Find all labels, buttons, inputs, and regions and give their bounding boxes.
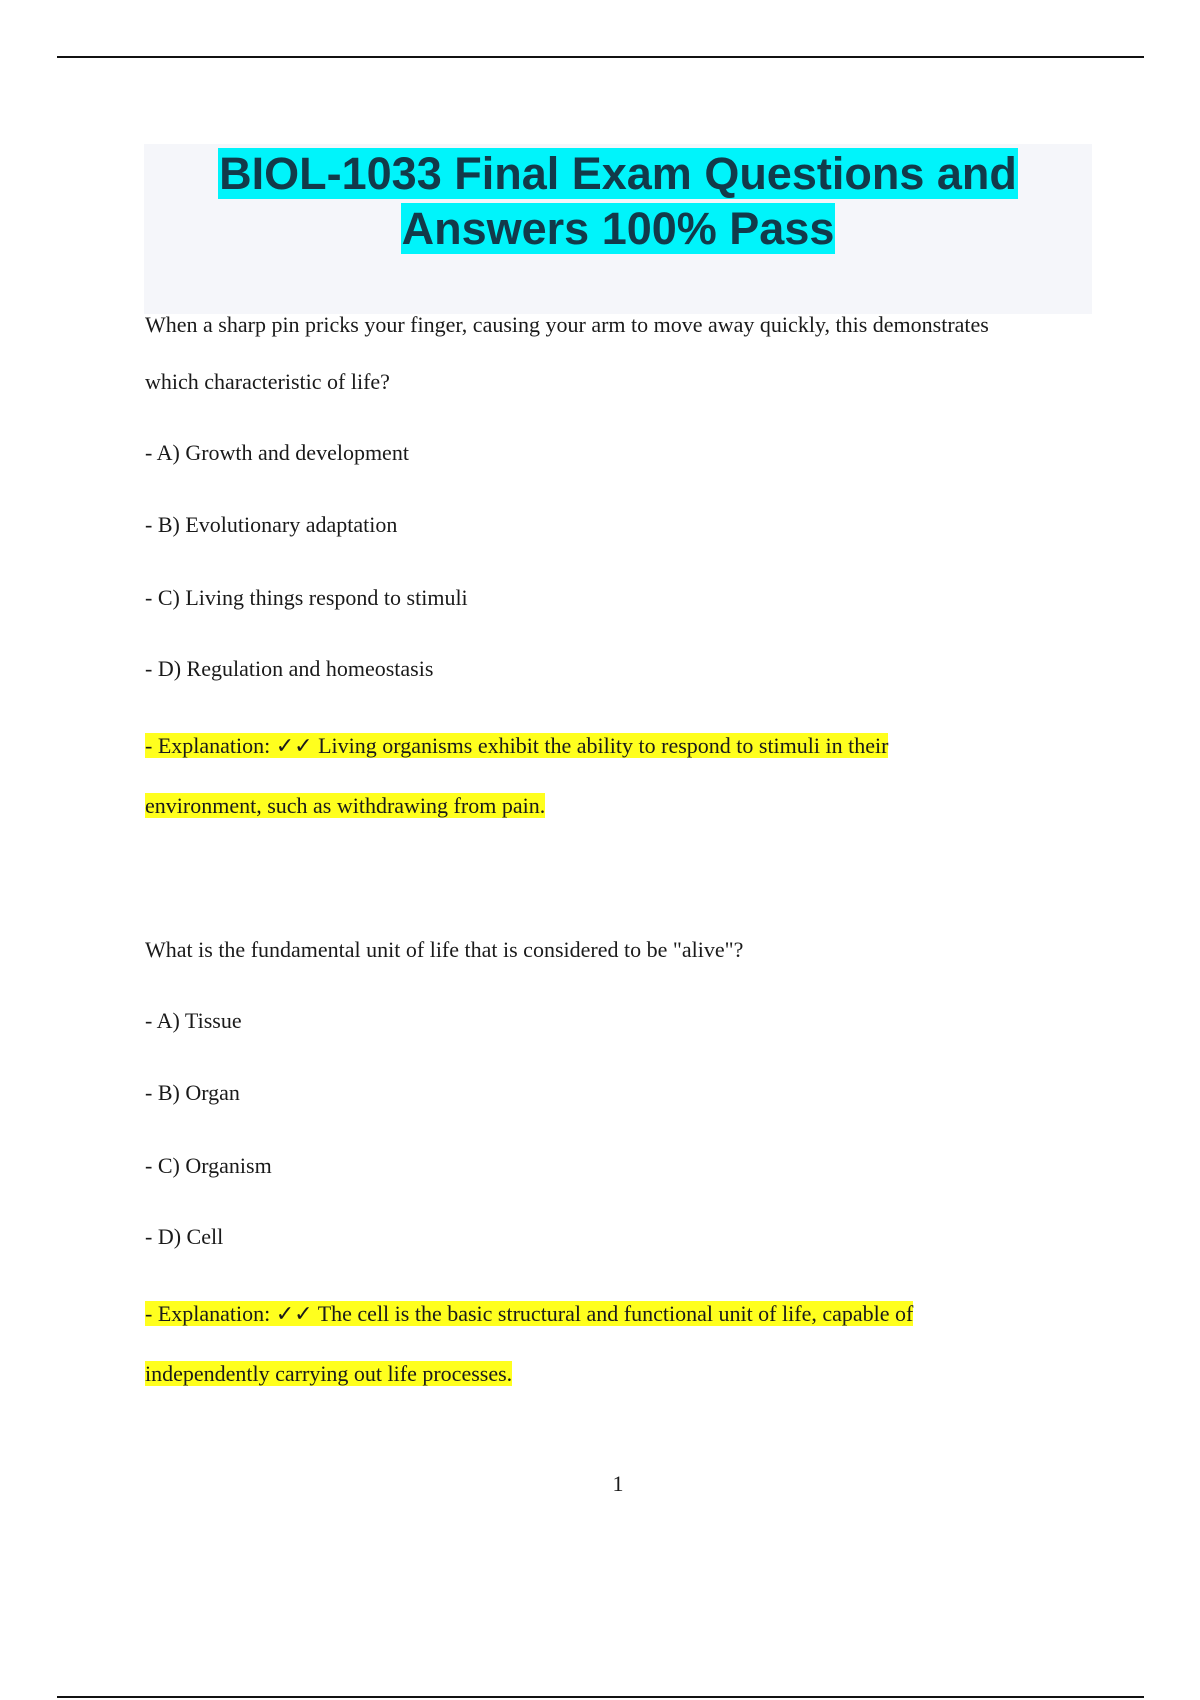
question-1-explanation-highlight-2: environment, such as withdrawing from pain. bbox=[145, 793, 546, 818]
document-title-text: BIOL-1033 Final Exam Questions and Answers 100% Pass bbox=[219, 148, 1017, 254]
question-2-option-c: - C) Organism bbox=[145, 1153, 272, 1178]
question-2-explanation-line-2 bbox=[145, 1360, 512, 1388]
question-1-option-a: - A) Growth and development bbox=[145, 440, 409, 465]
question-2-option-d: - D) Cell bbox=[145, 1224, 224, 1249]
question-1-option-b: - B) Evolutionary adaptation bbox=[145, 512, 398, 537]
question-1-stem-line-2: which characteristic of life? bbox=[145, 369, 390, 394]
question-2-option-a: - A) Tissue bbox=[145, 1008, 242, 1033]
question-1-option-d: - D) Regulation and homeostasis bbox=[145, 656, 434, 681]
question-1-explanation-line-2 bbox=[145, 792, 545, 820]
question-1-option-c: - C) Living things respond to stimuli bbox=[145, 585, 468, 610]
document-title bbox=[144, 146, 1092, 256]
question-2-explanation-line-1 bbox=[145, 1300, 913, 1328]
question-2-explanation-highlight-1: - Explanation: ✓✓ The cell is the basic structural and functional unit of life, capable of bbox=[145, 1301, 914, 1326]
question-2-explanation-highlight-2: independently carrying out life processes. bbox=[145, 1361, 513, 1386]
question-1-explanation-highlight-1: - Explanation: ✓✓ Living organisms exhibit the ability to respond to stimuli in their bbox=[145, 733, 889, 758]
footer-rule bbox=[57, 1696, 1144, 1698]
question-1-explanation-line-1 bbox=[145, 732, 888, 760]
question-2-stem-line-1: What is the fundamental unit of life that is considered to be "alive"? bbox=[145, 937, 744, 962]
header-rule bbox=[57, 56, 1144, 58]
question-1-stem-line-1: When a sharp pin pricks your finger, causing your arm to move away quickly, this demonstrates bbox=[145, 312, 989, 337]
question-2-option-b: - B) Organ bbox=[145, 1080, 240, 1105]
page-number: 1 bbox=[612, 1471, 624, 1496]
